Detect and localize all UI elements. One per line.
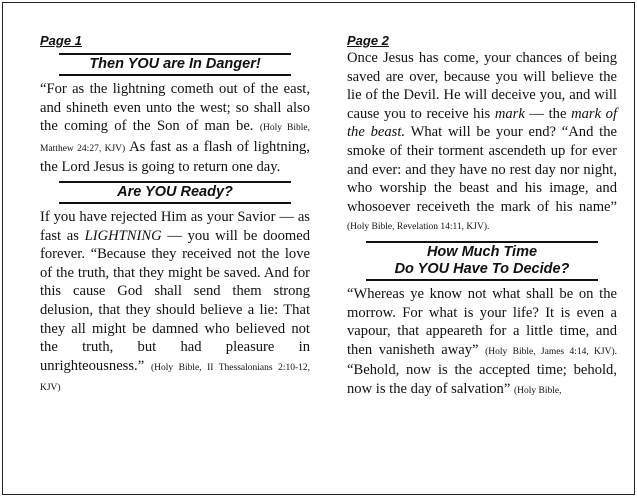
text-segment: — the <box>529 105 567 122</box>
paragraph-rejected <box>40 208 310 398</box>
emphasis-mark: mark <box>494 105 525 122</box>
right-column <box>347 33 617 401</box>
tract-page-frame <box>2 2 635 495</box>
scripture-reference: (Holy Bible, Revelation 14:11, KJV). <box>347 222 490 233</box>
paragraph-once-jesus <box>347 49 617 237</box>
emphasis-lightning: LIGHTNING <box>84 227 162 244</box>
text-segment: If you have rejected Him as your Savior — as fast as <box>40 208 310 244</box>
text-segment: Once Jesus has come, your chances of being saved are over, because you will believe the lie of the Devil. He will deceive you, and will cause you to receive his <box>347 50 617 122</box>
page-label-2: Page 2 <box>347 33 389 48</box>
left-column <box>40 33 310 398</box>
heading-line: How Much Time <box>426 243 538 260</box>
scripture-reference: (Holy Bible, James 4:14, KJV). <box>485 346 618 357</box>
page-label-1: Page 1 <box>40 33 82 48</box>
text-segment: What will be your end? “And the smoke of their torment ascendeth up for ever and ever: and they have no rest day nor night, who worship the beast and his image, and whosoever receiveth the mark of his name” <box>347 124 618 215</box>
heading-are-you-ready: Are YOU Ready? <box>59 181 291 204</box>
paragraph-whereas <box>347 285 617 401</box>
heading-how-much-time <box>366 241 598 281</box>
text-segment: “For as the lightning cometh out of the east, and shineth even unto the west; so shall also the coming of the Son of man be. <box>40 81 310 135</box>
text-segment: “Behold, now is the accepted time; behold, now is the day of salvation” <box>347 362 617 397</box>
scripture-reference: (Holy Bible, <box>514 385 562 396</box>
scripture-reference: (Holy Bible, II Thessalonians 2:10-12, KJV) <box>40 362 310 394</box>
text-segment: “Whereas ye know not what shall be on the morrow. For what is your life? It is even a vapour, that appeareth for a little time, and then vanisheth away” <box>347 285 617 358</box>
paragraph-lightning <box>40 80 310 177</box>
scripture-reference: (Holy Bible, Matthew 24:27, KJV) <box>40 123 311 154</box>
text-segment: As fast as a flash of lightning, the Lord Jesus is going to return one day. <box>40 138 311 176</box>
heading-line: Do YOU Have To Decide? <box>394 260 570 277</box>
heading-in-danger: Then YOU are In Danger! <box>59 53 291 76</box>
emphasis-mark-of-beast: mark of the beast. <box>347 105 618 141</box>
text-segment: — you will be doomed forever. “Because they received not the love of the truth, that they might be saved. And for this cause God shall send them strong delusion, that they should believe a lie: That they all might be damned who believed not the truth, but had pleasure in unrighteousness.” <box>40 227 310 374</box>
